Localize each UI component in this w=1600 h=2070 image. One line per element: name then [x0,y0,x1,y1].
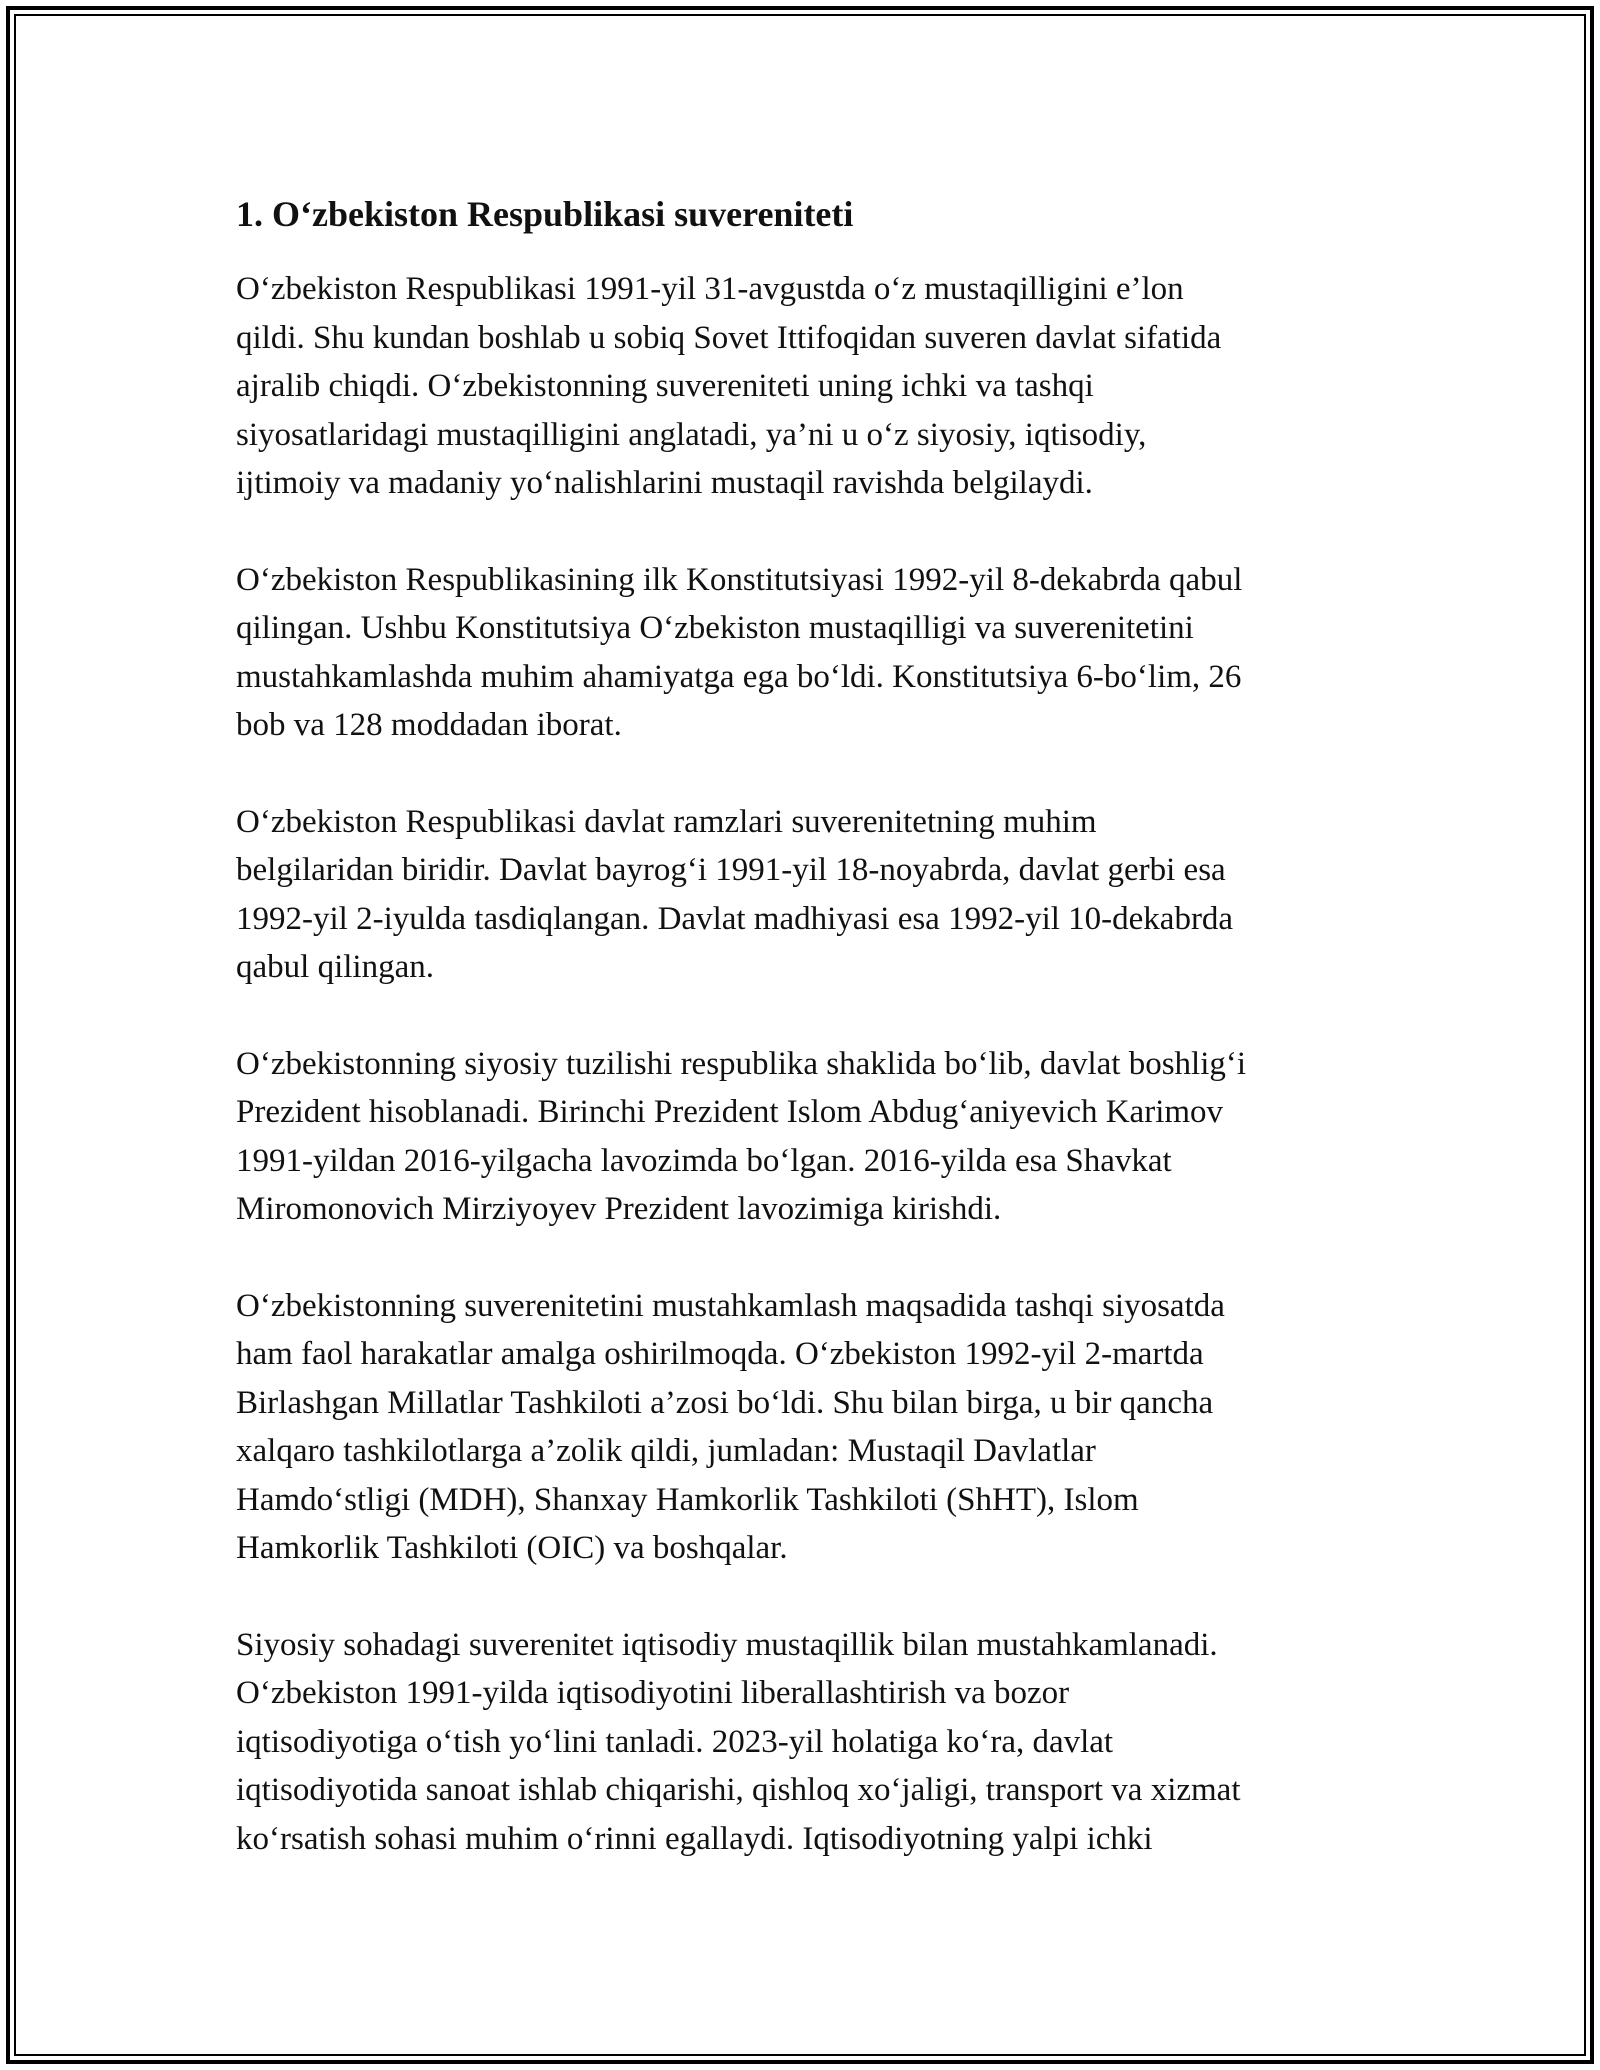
document-body [236,185,1376,1911]
paragraph-state-symbols: O‘zbekiston Respublikasi davlat ramzlari suverenitetning muhim belgilaridan biridir. Davlat bayrog‘i 1991-yil 18-noyabrda, davlat gerbi esa 1992-yil 2-iyulda tasdiqlangan. Davlat madhiyasi esa 1992-yil 10-dekabrda qabul qilingan. [236,803,1234,985]
paragraph-independence: O‘zbekiston Respublikasi 1991-yil 31-avgustda o‘z mustaqilligini e’lon qildi. Shu kundan boshlab u sobiq Sovet Ittifoqidan suveren davlat sifatida ajralib chiqdi. O‘zbekistonning suvereniteti uning ichki va tashqi siyosatlaridagi mustaqilligini anglatadi, ya’ni u o‘z siyosiy, iqtisodiy, ijtimoiy va madaniy yo‘nalishlarini mustaqil ravishda belgilaydi. [236,271,1222,501]
paragraph-economy: Siyosiy sohadagi suverenitet iqtisodiy mustaqillik bilan mustahkamlanadi. O‘zbekiston 1991-yilda iqtisodiyotini liberallashtirish va bozor iqtisodiyotiga o‘tish yo‘lini tanladi. 2023-yil holatiga ko‘ra, davlat iqtisodiyotida sanoat ishlab chiqarishi, qishloq xo‘jaligi, transport va xizmat ko‘rsatish sohasi muhim o‘rinni egallaydi. Iqtisodiyotning yalpi ichki [236,1626,1241,1857]
paragraph-foreign-policy: O‘zbekistonning suverenitetini mustahkamlash maqsadida tashqi siyosatda ham faol harakatlar amalga oshirilmoqda. O‘zbekiston 1992-yil 2-martda Birlashgan Millatlar Tashkiloti a’zosi bo‘ldi. Shu bilan birga, u bir qancha xalqaro tashkilotlarga a’zolik qildi, jumladan: Mustaqil Davlatlar Hamdo‘stligi (MDH), Shanxay Hamkorlik Tashkiloti (ShHT), Islom Hamkorlik Tashkiloti (OIC) va boshqalar. [236,1287,1225,1566]
paragraph-constitution: O‘zbekiston Respublikasining ilk Konstitutsiyasi 1992-yil 8-dekabrda qabul qilingan. Ushbu Konstitutsiya O‘zbekiston mustaqilligi va suverenitetini mustahkamlashda muhim ahamiyatga ega bo‘ldi. Konstitutsiya 6-bo‘lim, 26 bob va 128 moddadan iborat. [236,561,1243,743]
section-heading: 1. O‘zbekiston Respublikasi suvereniteti [236,194,854,234]
paragraph-political-structure: O‘zbekistonning siyosiy tuzilishi respublika shaklida bo‘lib, davlat boshlig‘i Prezident hisoblanadi. Birinchi Prezident Islom Abdug‘aniyevich Karimov 1991-yildan 2016-yilgacha lavozimda bo‘lgan. 2016-yilda esa Shavkat Miromonovich Mirziyoyev Prezident lavozimiga kirishdi. [236,1045,1247,1227]
